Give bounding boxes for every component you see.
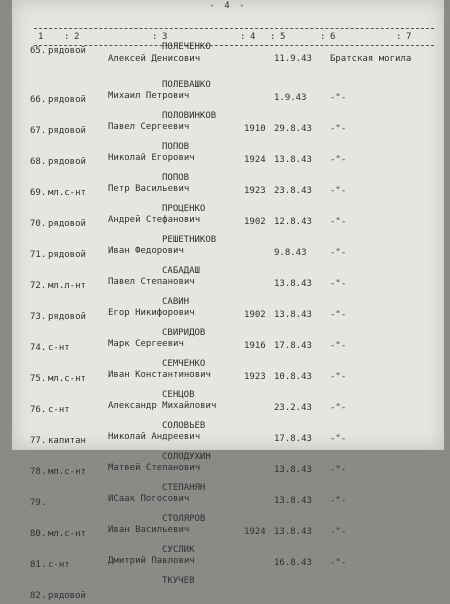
death-date: 13.8.43 bbox=[274, 310, 312, 320]
surname: САВИН bbox=[162, 297, 190, 307]
birth-year: 1924 bbox=[244, 527, 266, 537]
burial-remark: -"- bbox=[330, 217, 347, 227]
entry-number: 71. bbox=[30, 250, 47, 260]
entry-number: 73. bbox=[30, 312, 47, 322]
surname: ПОЛЕЧЕНКО bbox=[162, 42, 211, 52]
given-name: Иван Федорович bbox=[108, 246, 184, 256]
death-date: 10.8.43 bbox=[274, 372, 312, 382]
surname: СОЛОДУХИН bbox=[162, 452, 211, 462]
military-rank: с-нт bbox=[48, 343, 70, 353]
death-date: 9.8.43 bbox=[274, 248, 307, 258]
list-item bbox=[12, 201, 444, 232]
military-rank: мл.с-нт bbox=[48, 467, 86, 477]
death-date: 16.8.43 bbox=[274, 558, 312, 568]
military-rank: мл.л-нт bbox=[48, 281, 86, 291]
column-header-2: 2 bbox=[74, 32, 80, 42]
list-item bbox=[12, 356, 444, 387]
entry-number: 78. bbox=[30, 467, 47, 477]
military-rank: рядовой bbox=[48, 250, 86, 260]
burial-remark: -"- bbox=[330, 341, 347, 351]
military-rank: рядовой bbox=[48, 157, 86, 167]
list-item bbox=[12, 449, 444, 480]
given-name: Дмитрий Павлович bbox=[108, 556, 195, 566]
birth-year: 1923 bbox=[244, 186, 266, 196]
entry-number: 80. bbox=[30, 529, 47, 539]
column-header-7: 7 bbox=[406, 32, 412, 42]
surname: СЕМЧЕНКО bbox=[162, 359, 206, 369]
surname: ПРОЦЕНКО bbox=[162, 204, 206, 214]
military-rank: с-нт bbox=[48, 560, 70, 570]
military-rank: рядовой bbox=[48, 46, 86, 56]
list-item bbox=[12, 573, 444, 604]
military-rank: мл.с-нт bbox=[48, 188, 86, 198]
military-rank: рядовой bbox=[48, 219, 86, 229]
surname: ТКУЧЕВ bbox=[162, 576, 195, 586]
burial-remark: -"- bbox=[330, 527, 347, 537]
death-date: 13.8.43 bbox=[274, 465, 312, 475]
given-name: ИСаак Погосович bbox=[108, 494, 190, 504]
entry-number: 82. bbox=[30, 591, 47, 601]
surname: СВИРИДОВ bbox=[162, 328, 206, 338]
header-rule-top bbox=[34, 28, 434, 29]
burial-remark: -"- bbox=[330, 279, 347, 289]
given-name: Николай Егорович bbox=[108, 153, 195, 163]
list-item bbox=[12, 418, 444, 449]
surname: ПОПОВ bbox=[162, 142, 190, 152]
death-date: 1.9.43 bbox=[274, 93, 307, 103]
given-name: Михаил Петрович bbox=[108, 91, 190, 101]
column-header-5: 5 bbox=[280, 32, 286, 42]
burial-remark: -"- bbox=[330, 310, 347, 320]
column-header-4: 4 bbox=[250, 32, 256, 42]
death-date: 11.9.43 bbox=[274, 54, 312, 64]
given-name: Павел Сергеевич bbox=[108, 122, 190, 132]
burial-remark: -"- bbox=[330, 403, 347, 413]
given-name: Андрей Стефанович bbox=[108, 215, 201, 225]
list-item bbox=[12, 480, 444, 511]
burial-remark: -"- bbox=[330, 465, 347, 475]
surname: СОЛОВЬЕВ bbox=[162, 421, 206, 431]
military-rank: мл.с-нт bbox=[48, 374, 86, 384]
entry-number: 72. bbox=[30, 281, 47, 291]
birth-year: 1916 bbox=[244, 341, 266, 351]
birth-year: 1923 bbox=[244, 372, 266, 382]
given-name: Павел Степанович bbox=[108, 277, 195, 287]
burial-remark: -"- bbox=[330, 93, 347, 103]
surname: САБАДАШ bbox=[162, 266, 200, 276]
list-item bbox=[12, 108, 444, 139]
entry-number: 74. bbox=[30, 343, 47, 353]
given-name: Матвей Степанович bbox=[108, 463, 201, 473]
entry-number: 67. bbox=[30, 126, 47, 136]
burial-list bbox=[12, 42, 444, 604]
document-page bbox=[12, 0, 444, 601]
surname: СТОЛЯРОВ bbox=[162, 514, 206, 524]
list-item bbox=[12, 542, 444, 573]
burial-remark: -"- bbox=[330, 372, 347, 382]
death-date: 13.8.43 bbox=[274, 496, 312, 506]
list-item bbox=[12, 139, 444, 170]
surname: СЕНЦОВ bbox=[162, 390, 195, 400]
military-rank: рядовой bbox=[48, 591, 86, 601]
given-name: Александр Михайлович bbox=[108, 401, 217, 411]
surname: ПОЛЕВАШКО bbox=[162, 80, 211, 90]
birth-year: 1924 bbox=[244, 155, 266, 165]
burial-remark: -"- bbox=[330, 155, 347, 165]
list-item bbox=[12, 77, 444, 108]
given-name: Иван Константинович bbox=[108, 370, 211, 380]
entry-number: 75. bbox=[30, 374, 47, 384]
entry-number: 69. bbox=[30, 188, 47, 198]
death-date: 12.8.43 bbox=[274, 217, 312, 227]
entry-number: 81. bbox=[30, 560, 47, 570]
given-name: Петр Васильевич bbox=[108, 184, 190, 194]
column-separator: : bbox=[152, 32, 158, 42]
list-item bbox=[12, 232, 444, 263]
given-name: Николай Андреевич bbox=[108, 432, 201, 442]
burial-remark: -"- bbox=[330, 434, 347, 444]
burial-remark: Братская могила bbox=[330, 54, 412, 64]
list-item bbox=[12, 511, 444, 542]
burial-remark: -"- bbox=[330, 124, 347, 134]
entry-number: 68. bbox=[30, 157, 47, 167]
list-item bbox=[12, 325, 444, 356]
entry-number: 77. bbox=[30, 436, 47, 446]
burial-remark: -"- bbox=[330, 248, 347, 258]
entry-number: 66. bbox=[30, 95, 47, 105]
birth-year: 1902 bbox=[244, 310, 266, 320]
military-rank: рядовой bbox=[48, 312, 86, 322]
given-name: Иван Васильевич bbox=[108, 525, 190, 535]
page-number: - 4 - bbox=[209, 1, 247, 11]
column-header-3: 3 bbox=[162, 32, 168, 42]
burial-remark: -"- bbox=[330, 496, 347, 506]
list-item bbox=[12, 387, 444, 418]
column-header-1: 1 bbox=[38, 32, 44, 42]
surname: ПОПОВ bbox=[162, 173, 190, 183]
birth-year: 1902 bbox=[244, 217, 266, 227]
list-item bbox=[12, 294, 444, 325]
surname: РЕШЕТНИКОВ bbox=[162, 235, 217, 245]
military-rank: капитан bbox=[48, 436, 86, 446]
birth-year: 1910 bbox=[244, 124, 266, 134]
death-date: 13.8.43 bbox=[274, 527, 312, 537]
military-rank: мл.с-нт bbox=[48, 529, 86, 539]
list-item bbox=[12, 170, 444, 201]
death-date: 13.8.43 bbox=[274, 155, 312, 165]
death-date: 23.8.43 bbox=[274, 186, 312, 196]
death-date: 29.8.43 bbox=[274, 124, 312, 134]
column-separator: : bbox=[240, 32, 246, 42]
surname: ПОЛОВИНКОВ bbox=[162, 111, 217, 121]
column-separator: : bbox=[320, 32, 326, 42]
entry-number: 70. bbox=[30, 219, 47, 229]
burial-remark: -"- bbox=[330, 186, 347, 196]
entry-number: 65. bbox=[30, 46, 47, 56]
given-name: Алексей Денисович bbox=[108, 54, 201, 64]
column-header-row bbox=[34, 31, 434, 43]
surname: СУСЛИК bbox=[162, 545, 195, 555]
column-separator: : bbox=[270, 32, 276, 42]
military-rank: рядовой bbox=[48, 126, 86, 136]
list-item bbox=[12, 42, 444, 77]
surname: СТЕПАНЯН bbox=[162, 483, 206, 493]
column-separator: : bbox=[64, 32, 70, 42]
death-date: 23.2.43 bbox=[274, 403, 312, 413]
given-name: Егор Никифорович bbox=[108, 308, 195, 318]
death-date: 17.8.43 bbox=[274, 341, 312, 351]
entry-number: 76. bbox=[30, 405, 47, 415]
given-name: Марк Сергеевич bbox=[108, 339, 184, 349]
burial-remark: -"- bbox=[330, 558, 347, 568]
column-separator: : bbox=[396, 32, 402, 42]
death-date: 17.8.43 bbox=[274, 434, 312, 444]
military-rank: с-нт bbox=[48, 405, 70, 415]
entry-number: 79. bbox=[30, 498, 47, 508]
death-date: 13.8.43 bbox=[274, 279, 312, 289]
military-rank: рядовой bbox=[48, 95, 86, 105]
list-item bbox=[12, 263, 444, 294]
column-header-6: 6 bbox=[330, 32, 336, 42]
